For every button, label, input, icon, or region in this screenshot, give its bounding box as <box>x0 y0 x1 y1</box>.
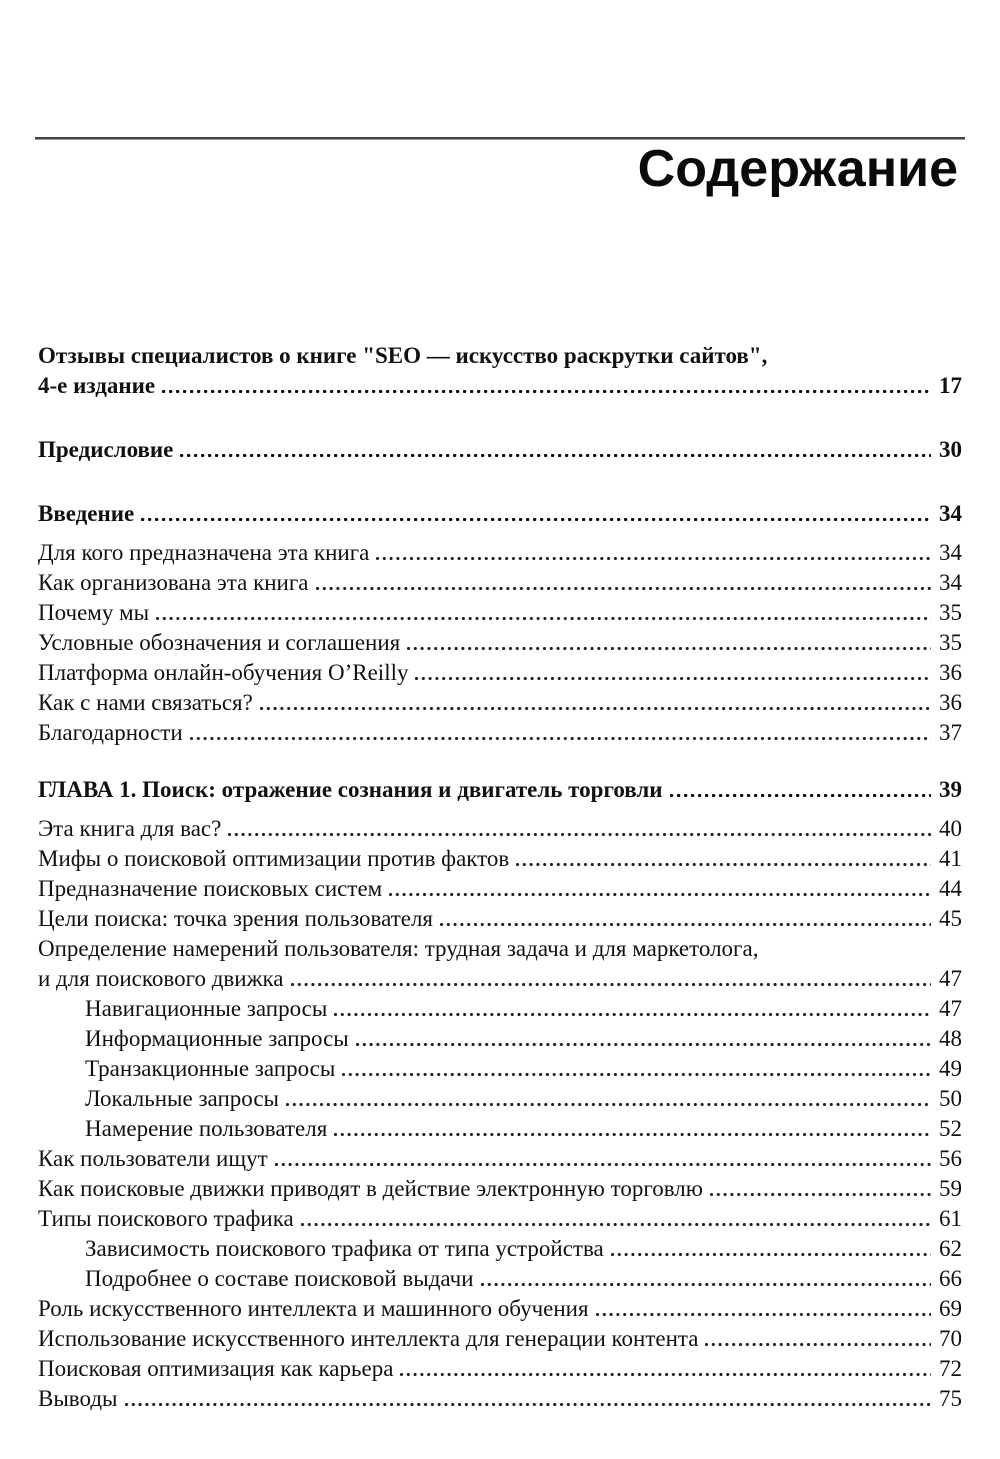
toc-entry-page: 40 <box>939 816 962 841</box>
toc-entry-page: 72 <box>939 1356 962 1381</box>
toc-entry-page: 50 <box>939 1086 962 1111</box>
toc-entry-page: 17 <box>939 373 962 398</box>
dotted-leader <box>334 1133 931 1136</box>
toc-entry-label: Как с нами связаться? <box>38 690 253 715</box>
toc-entry-label: Транзакционные запросы <box>85 1056 336 1081</box>
toc-entry-page: 47 <box>939 966 962 991</box>
toc-entry <box>38 568 962 598</box>
toc-entry-label: Мифы о поисковой оптимизации против фактов <box>38 846 510 871</box>
toc-entry-label: Благодарности <box>38 720 183 745</box>
toc-entry-page: 36 <box>939 660 962 685</box>
toc-entry <box>38 994 962 1024</box>
toc-entry-label: Как поисковые движки приводят в действие электронную торговлю <box>38 1176 703 1201</box>
toc-entry <box>38 718 962 748</box>
dotted-leader <box>316 587 931 590</box>
toc-entry-page: 34 <box>939 570 962 595</box>
toc-entry-label: Типы поискового трафика <box>38 1206 294 1231</box>
toc-entry-label: Подробнее о составе поисковой выдачи <box>85 1266 474 1291</box>
toc-entry <box>38 1174 962 1204</box>
dotted-leader <box>596 1313 931 1316</box>
dotted-leader <box>611 1253 931 1256</box>
dotted-leader <box>389 893 931 896</box>
toc-entry-label: Определение намерений пользователя: трудная задача и для маркетолога, <box>38 936 759 961</box>
dotted-leader <box>356 1043 931 1046</box>
toc-entry-page: 49 <box>939 1056 962 1081</box>
toc-entry <box>38 814 962 844</box>
dotted-leader <box>156 617 931 620</box>
dotted-leader <box>301 1223 931 1226</box>
toc-entry <box>38 341 962 371</box>
toc-entry-page: 41 <box>939 846 962 871</box>
toc-entry-label: Платформа онлайн-обучения O’Reilly <box>38 660 409 685</box>
toc-entry-page: 61 <box>939 1206 962 1231</box>
dotted-leader <box>275 1163 931 1166</box>
toc-entry-label: Поисковая оптимизация как карьера <box>38 1356 394 1381</box>
dotted-leader <box>334 1013 931 1016</box>
toc-entry-page: 75 <box>939 1386 962 1411</box>
dotted-leader <box>481 1283 931 1286</box>
toc-entry-page: 48 <box>939 1026 962 1051</box>
toc-entry-label: Предназначение поисковых систем <box>38 876 383 901</box>
toc-entry <box>38 1144 962 1174</box>
toc-entry <box>38 1054 962 1084</box>
toc-entry <box>38 499 962 529</box>
dotted-leader <box>291 983 931 986</box>
toc-entry-label: Отзывы специалистов о книге "SEO — искусство раскрутки сайтов", <box>38 343 768 368</box>
toc-entry <box>38 435 962 465</box>
toc-entry-label: Как организована эта книга <box>38 570 309 595</box>
dotted-leader <box>400 1373 931 1376</box>
toc-entry-label: Зависимость поискового трафика от типа устройства <box>85 1236 604 1261</box>
toc-entry-page: 35 <box>939 600 962 625</box>
toc-entry-label: Локальные запросы <box>85 1086 279 1111</box>
toc-entry-label: Как пользователи ищут <box>38 1146 268 1171</box>
toc-entry-page: 66 <box>939 1266 962 1291</box>
toc-entry <box>38 1114 962 1144</box>
toc-entry-label: Навигационные запросы <box>85 996 328 1021</box>
toc-entry-label: и для поискового движка <box>38 966 284 991</box>
toc-entry-page: 59 <box>939 1176 962 1201</box>
toc-entry-page: 35 <box>939 630 962 655</box>
toc-entry <box>38 371 962 401</box>
toc-entry-page: 34 <box>939 501 962 526</box>
dotted-leader <box>516 863 931 866</box>
toc-entry-label: Цели поиска: точка зрения пользователя <box>38 906 434 931</box>
dotted-leader <box>260 707 931 710</box>
toc-entry <box>38 688 962 718</box>
toc-entry-page: 69 <box>939 1296 962 1321</box>
toc-entry-page: 45 <box>939 906 962 931</box>
toc-entry-page: 37 <box>939 720 962 745</box>
toc-entry-label: Эта книга для вас? <box>38 816 222 841</box>
toc-entry-page: 47 <box>939 996 962 1021</box>
toc-entry-page: 62 <box>939 1236 962 1261</box>
toc-entry <box>38 844 962 874</box>
dotted-leader <box>705 1343 931 1346</box>
toc-entry-label: Роль искусственного интеллекта и машинного обучения <box>38 1296 589 1321</box>
toc-entry-page: 56 <box>939 1146 962 1171</box>
toc-entry-label: Информационные запросы <box>85 1026 349 1051</box>
toc-entry <box>38 598 962 628</box>
toc-entry <box>38 904 962 934</box>
toc-entry-label: Предисловие <box>38 437 174 462</box>
toc-entry <box>38 1234 962 1264</box>
toc-entry-page: 44 <box>939 876 962 901</box>
dotted-leader <box>342 1073 931 1076</box>
dotted-leader <box>162 390 931 393</box>
toc-entry <box>38 1324 962 1354</box>
dotted-leader <box>190 737 931 740</box>
dotted-leader <box>407 647 931 650</box>
toc-entry <box>38 628 962 658</box>
toc-entry-label: Для кого предназначена эта книга <box>38 540 370 565</box>
toc-entry <box>38 1384 962 1414</box>
page-title: Содержание <box>637 140 958 198</box>
toc-entry-label: Выводы <box>38 1386 118 1411</box>
toc-entry <box>38 1024 962 1054</box>
toc-entry-label: Использование искусственного интеллекта для генерации контента <box>38 1326 699 1351</box>
toc-entry <box>38 538 962 568</box>
toc-entry <box>38 658 962 688</box>
dotted-leader <box>440 923 931 926</box>
toc-entry-page: 34 <box>939 540 962 565</box>
toc-entry-label: Условные обозначения и соглашения <box>38 630 401 655</box>
toc-entry <box>38 1264 962 1294</box>
toc-entry-label: ГЛАВА 1. Поиск: отражение сознания и двигатель торговли <box>38 777 663 802</box>
toc-entry <box>38 1354 962 1384</box>
toc-entry-page: 52 <box>939 1116 962 1141</box>
dotted-leader <box>286 1103 931 1106</box>
toc-entry-page: 70 <box>939 1326 962 1351</box>
dotted-leader <box>710 1193 931 1196</box>
toc-entry-page: 36 <box>939 690 962 715</box>
toc-entry-label: Почему мы <box>38 600 150 625</box>
toc-entry <box>38 1084 962 1114</box>
toc-entry-label: Намерение пользователя <box>85 1116 328 1141</box>
toc-entry-page: 30 <box>939 437 962 462</box>
dotted-leader <box>180 454 931 457</box>
toc-entry-label: 4-е издание <box>38 373 156 398</box>
dotted-leader <box>125 1403 932 1406</box>
dotted-leader <box>141 518 931 521</box>
toc-entry <box>38 964 962 994</box>
dotted-leader <box>415 677 931 680</box>
toc-list <box>38 341 962 1414</box>
dotted-leader <box>228 833 931 836</box>
toc-entry <box>38 775 962 805</box>
toc-entry-label: Введение <box>38 501 135 526</box>
toc-entry <box>38 1204 962 1234</box>
toc-entry <box>38 934 962 964</box>
dotted-leader <box>376 557 931 560</box>
toc-entry <box>38 1294 962 1324</box>
dotted-leader <box>670 794 931 797</box>
toc-entry <box>38 874 962 904</box>
toc-entry-page: 39 <box>939 777 962 802</box>
